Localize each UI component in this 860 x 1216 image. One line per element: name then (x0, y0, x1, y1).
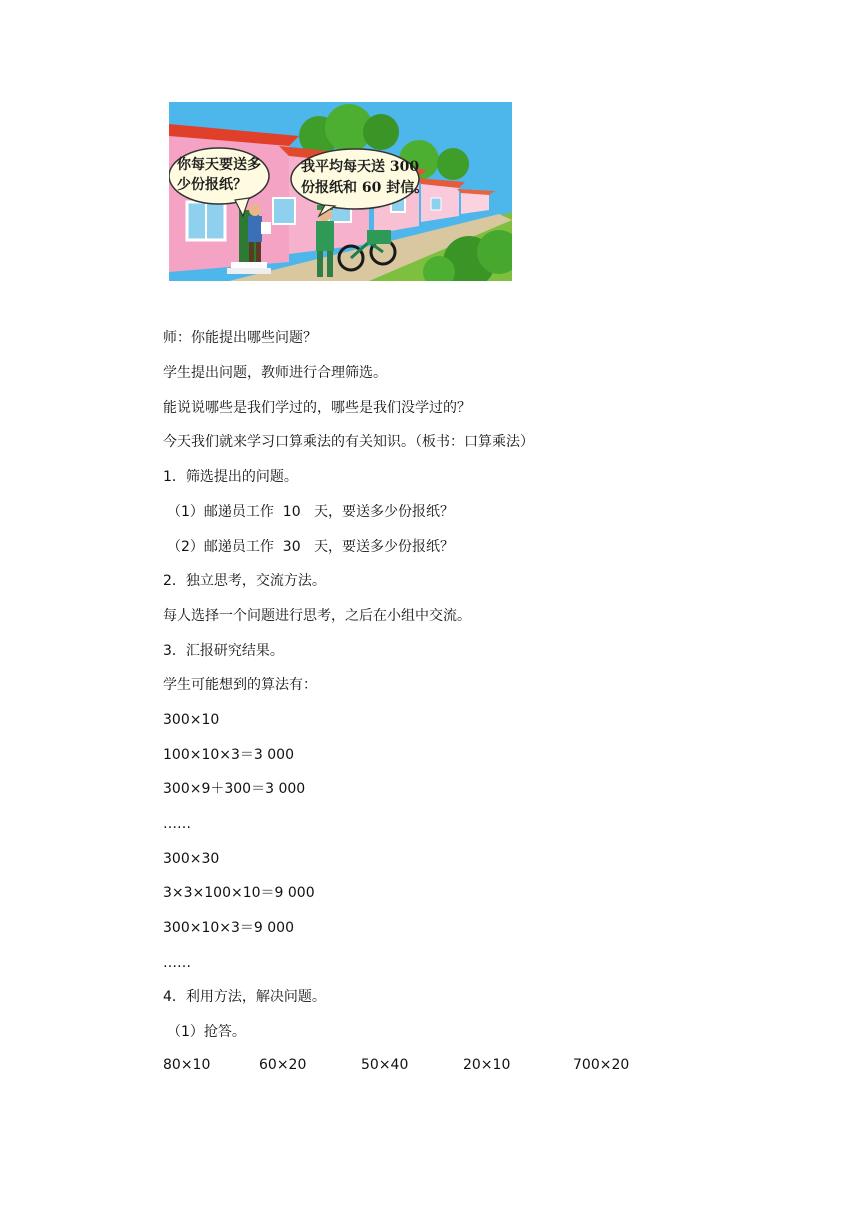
expression-1: 300×10 (163, 712, 220, 728)
problem-item: 80×10 (163, 1057, 211, 1073)
question-2: （2）邮递员工作 30 天，要送多少份报纸？ (167, 539, 454, 555)
bubble-left-line-1: 你每天要送多 (177, 157, 261, 173)
text-learned-question: 能说说哪些是我们学过的，哪些是我们没学过的？ (163, 400, 471, 416)
problem-item: 50×40 (361, 1057, 409, 1073)
scene-image (169, 102, 512, 281)
step-1-heading: 1．筛选提出的问题。 (163, 469, 298, 485)
quick-answer-label: （1）抢答。 (167, 1024, 246, 1040)
expression-2: 100×10×3＝3 000 (163, 747, 294, 763)
bubble-right-line-1: 我平均每天送 300 (301, 159, 420, 175)
bubble-right-line-2: 份报纸和 60 封信。 (301, 180, 429, 196)
postman-illustration (169, 102, 512, 281)
text-topic-intro: 今天我们就来学习口算乘法的有关知识。（板书：口算乘法） (163, 434, 534, 450)
text-students-propose: 学生提出问题，教师进行合理筛选。 (163, 365, 387, 381)
step-4-heading: 4．利用方法，解决问题。 (163, 989, 326, 1005)
problem-item: 700×20 (573, 1057, 630, 1073)
text-teacher-question: 师：你能提出哪些问题？ (163, 330, 317, 346)
step-2-heading: 2．独立思考，交流方法。 (163, 573, 326, 589)
quick-answer-problems (0, 1057, 860, 1077)
question-1: （1）邮递员工作 10 天，要送多少份报纸？ (167, 504, 454, 520)
step-3-heading: 3．汇报研究结果。 (163, 643, 284, 659)
ellipsis-1: …… (163, 816, 191, 832)
ellipsis-2: …… (163, 955, 191, 971)
text-methods-intro: 学生可能想到的算法有： (163, 677, 317, 693)
bubble-left-line-2: 少份报纸？ (177, 177, 247, 193)
expression-3: 300×9＋300＝3 000 (163, 781, 306, 797)
problem-item: 60×20 (259, 1057, 307, 1073)
expression-5: 3×3×100×10＝9 000 (163, 885, 315, 901)
text-group-discussion: 每人选择一个问题进行思考，之后在小组中交流。 (163, 608, 471, 624)
expression-6: 300×10×3＝9 000 (163, 920, 294, 936)
problem-item: 20×10 (463, 1057, 511, 1073)
expression-4: 300×30 (163, 851, 220, 867)
